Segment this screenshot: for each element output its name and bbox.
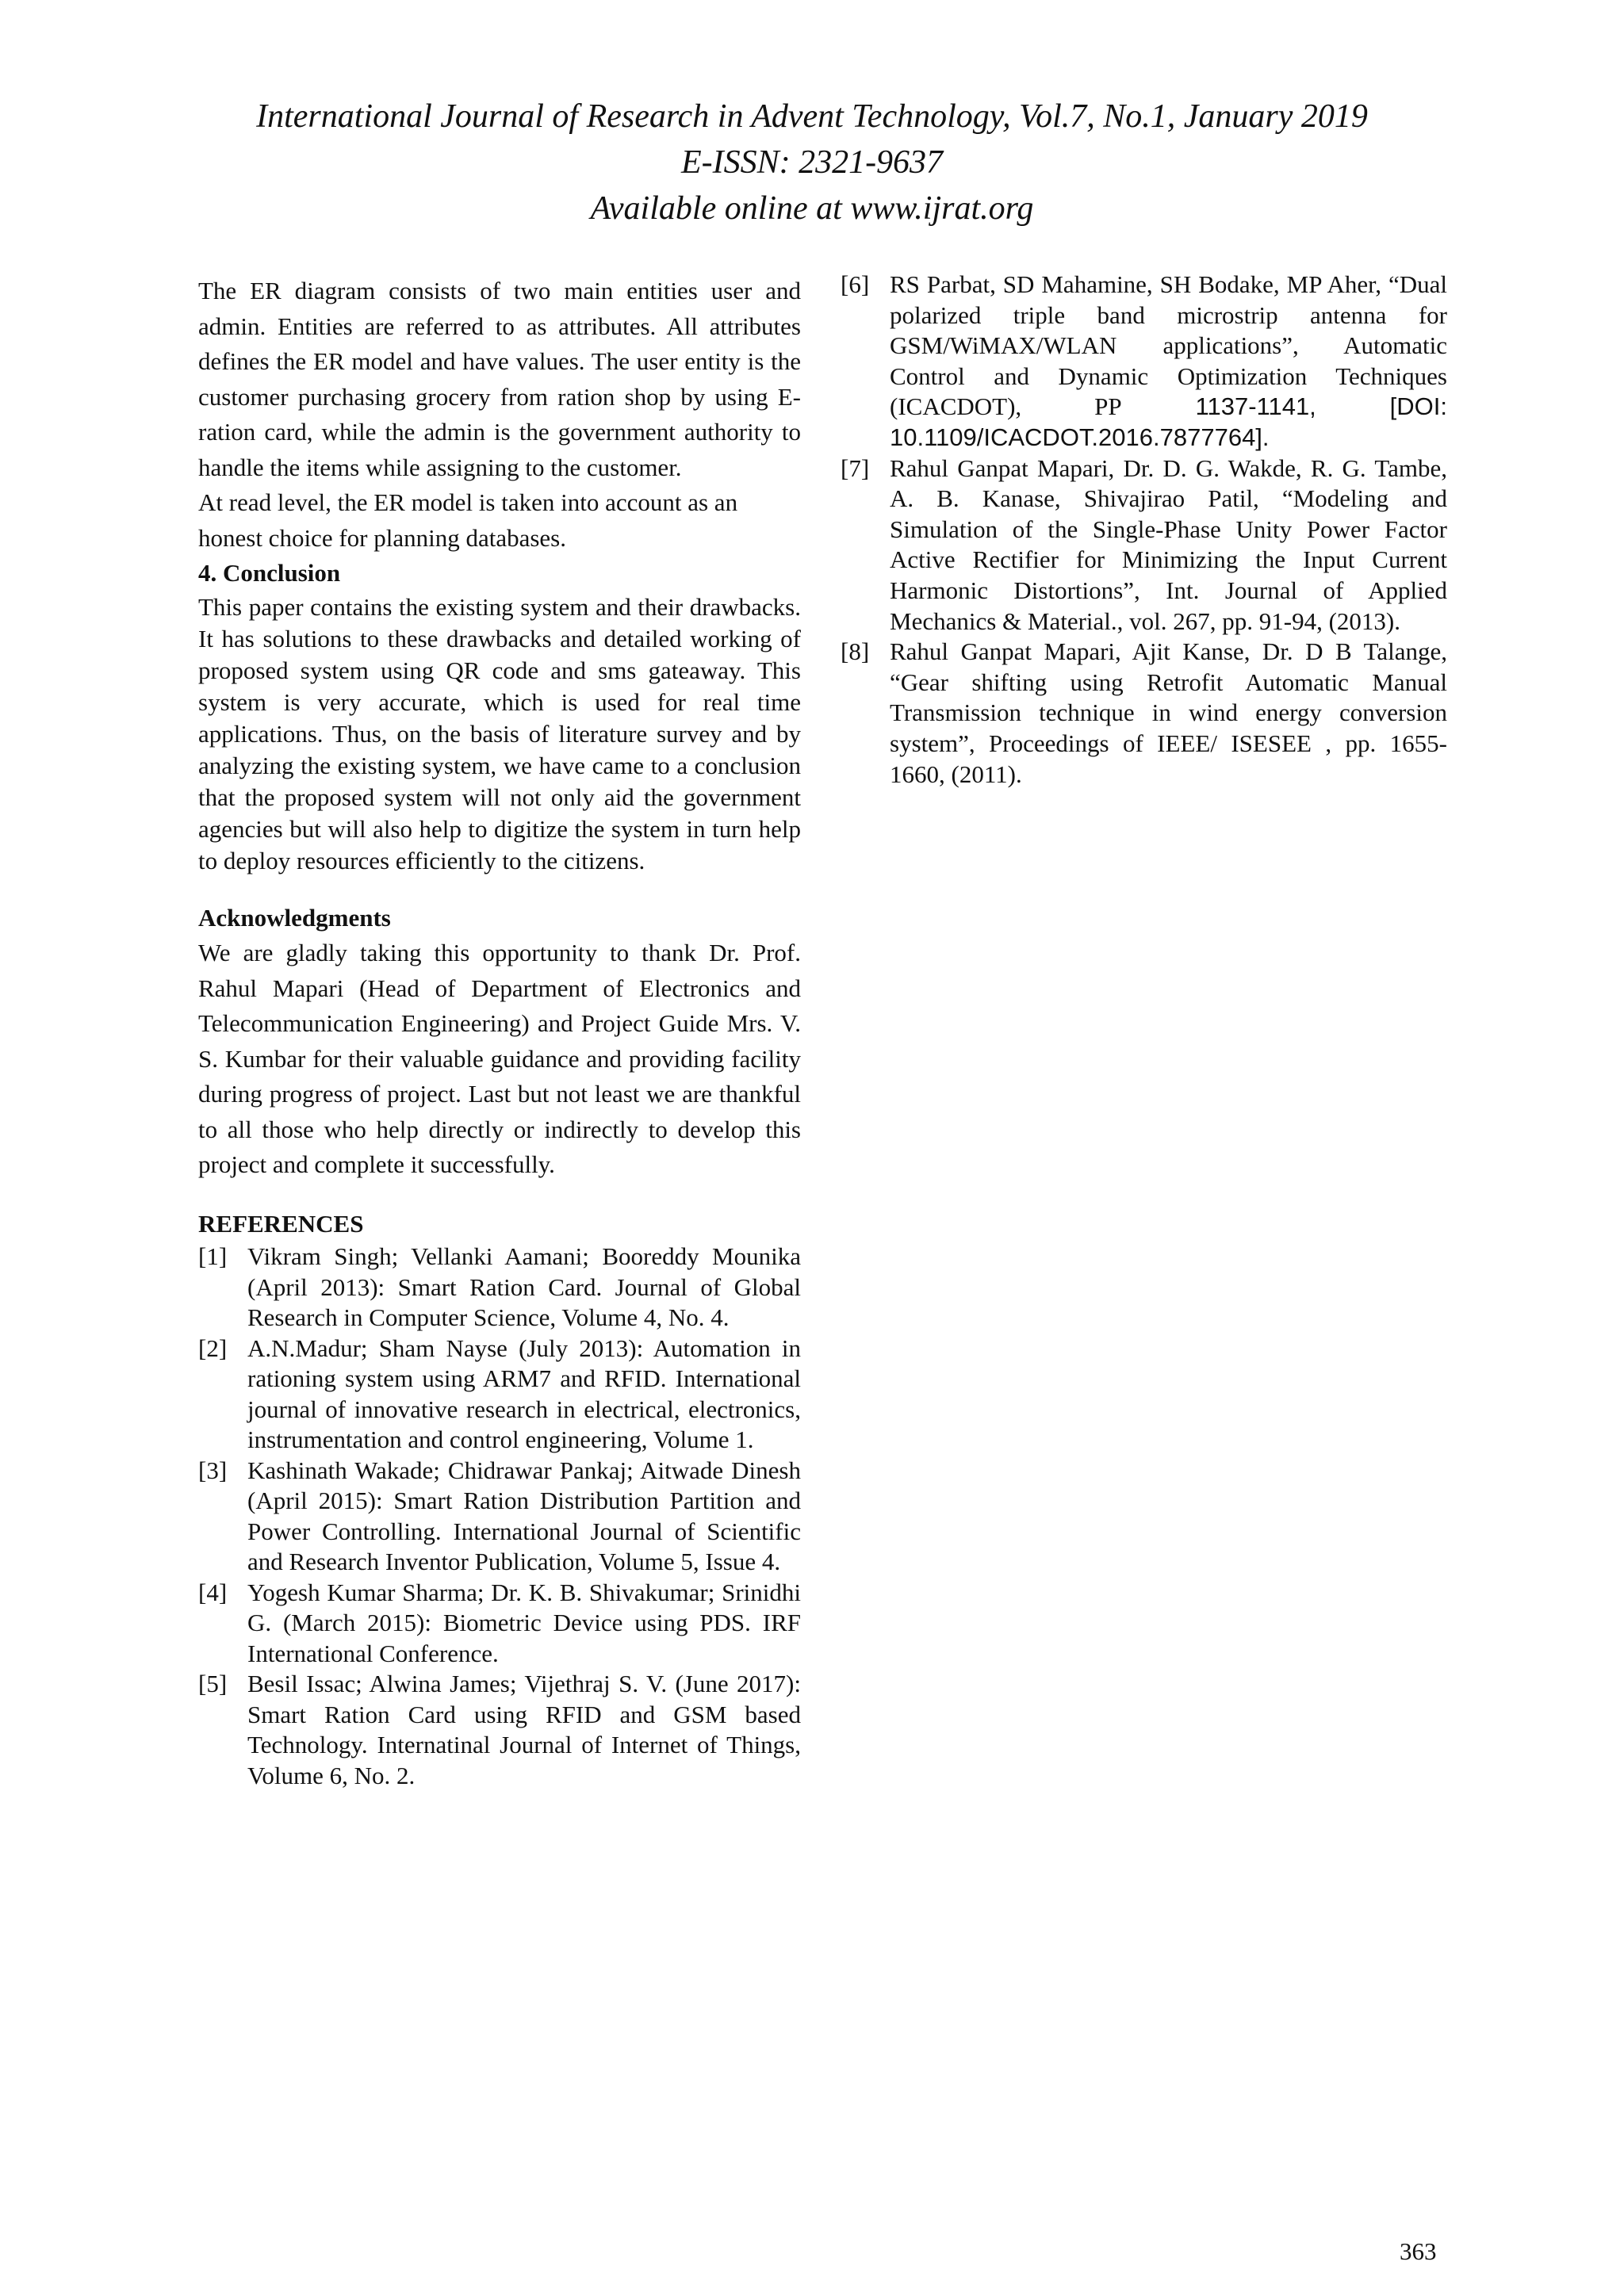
reference-number: [6] (841, 270, 870, 298)
reference-number: [2] (198, 1334, 228, 1362)
reference-item (198, 1669, 801, 1791)
reference-text: Kashinath Wakade; Chidrawar Pankaj; Aitwade Dinesh (April 2015): Smart Ration Distribution Partition and Power Controlling. International Journal of Scientific and Research Inventor Publication, Volume 5, Issue 4. (247, 1456, 801, 1575)
left-column (198, 274, 801, 1791)
issn-line: E-ISSN: 2321-9637 (680, 144, 944, 181)
reference-number: [4] (198, 1578, 228, 1606)
reference-item (198, 1334, 801, 1456)
er-diagram-paragraph: The ER diagram consists of two main entities user and admin. Entities are referred to as attributes. All attributes defines the ER model and have values. The user entity is the customer purchasing grocery from ration shop by using E-ration card, while the admin is the government authority to handle the items while assigning to the customer. (198, 277, 801, 481)
reference-item (198, 1242, 801, 1334)
reference-number: [1] (198, 1242, 228, 1270)
reference-number: [3] (198, 1456, 228, 1484)
conclusion-paragraph: This paper contains the existing system and their drawbacks. It has solutions to these drawbacks and detailed working of proposed system using QR code and sms gateaway. This system is very accurate, which is used for real time applications. Thus, on the basis of literature survey and by analyzing the existing system, we have came to a conclusion that the proposed system will not only aid the government agencies but will also help to digitize the system in turn help to deploy resources efficiently to the citizens. (198, 592, 801, 874)
references-heading: REFERENCES (198, 1209, 364, 1238)
reference-text-main: RS Parbat, SD Mahamine, SH Bodake, MP Aher, “Dual polarized triple band microstrip antenna for GSM/WiMAX/WLAN applications”, Automatic Control and Dynamic Optimization Techniques (ICACDOT), PP (890, 270, 1447, 421)
journal-title-line: International Journal of Research in Advent Technology, Vol.7, No.1, January 2019 (256, 98, 1368, 135)
reference-text: Rahul Ganpat Mapari, Dr. D. G. Wakde, R. G. Tambe, A. B. Kanase, Shivajirao Patil, “Modeling and Simulation of the Single-Phase Unity Power Factor Active Rectifier for Minimizing the Input Current Harmonic Distortions”, Int. Journal of Applied Mechanics & Material., vol. 267, pp. 91-94, (2013). (890, 453, 1447, 635)
right-column (841, 270, 1447, 790)
website-line: Available online at www.ijrat.org (590, 190, 1034, 227)
acknowledgments-paragraph: We are gladly taking this opportunity to thank Dr. Prof. Rahul Mapari (Head of Department of Electronics and Telecommunication Engineering) and Project Guide Mrs. V. S. Kumbar for their valuable guidance and providing facility during progress of project. Last but not least we are thankful to all those who help directly or indirectly to develop this project and complete it successfully. (198, 939, 801, 1178)
reference-text: Rahul Ganpat Mapari, Ajit Kanse, Dr. D B Talange, “Gear shifting using Retrofit Automatic Manual Transmission technique in wind energy conversion system”, Proceedings of IEEE/ ISESEE , pp. 1655-1660, (2011). (890, 637, 1447, 788)
reference-text (890, 270, 1447, 453)
page-number: 363 (1400, 2237, 1437, 2265)
journal-header (0, 94, 1624, 232)
reference-text: A.N.Madur; Sham Nayse (July 2013): Automation in rationing system using ARM7 and RFID. International journal of innovative research in electrical, electronics, instrumentation and control engineering, Volume 1. (247, 1334, 801, 1453)
reference-item (841, 637, 1447, 790)
er-model-paragraph: At read level, the ER model is taken into account as an honest choice for planning databases. (198, 488, 738, 552)
acknowledgments-heading: Acknowledgments (198, 903, 391, 932)
reference-item (841, 270, 1447, 453)
reference-number: [5] (198, 1670, 228, 1697)
reference-doi: 1137-1141, [DOI: 10.1109/ICACDOT.2016.7877764]. (890, 392, 1448, 451)
reference-text: Yogesh Kumar Sharma; Dr. K. B. Shivakumar; Srinidhi G. (March 2015): Biometric Device using PDS. IRF International Conference. (247, 1578, 801, 1667)
reference-number: [7] (841, 453, 870, 482)
conclusion-heading: 4. Conclusion (198, 559, 341, 587)
reference-item (198, 1456, 801, 1578)
reference-number: [8] (841, 637, 870, 666)
reference-item (198, 1578, 801, 1670)
reference-text: Besil Issac; Alwina James; Vijethraj S. V. (June 2017): Smart Ration Card using RFID and GSM based Technology. Internatinal Journal of Internet of Things, Volume 6, No. 2. (247, 1670, 801, 1789)
reference-item (841, 453, 1447, 637)
reference-text: Vikram Singh; Vellanki Aamani; Booreddy Mounika (April 2013): Smart Ration Card. Journal of Global Research in Computer Science, Volume 4, No. 4. (247, 1242, 801, 1331)
